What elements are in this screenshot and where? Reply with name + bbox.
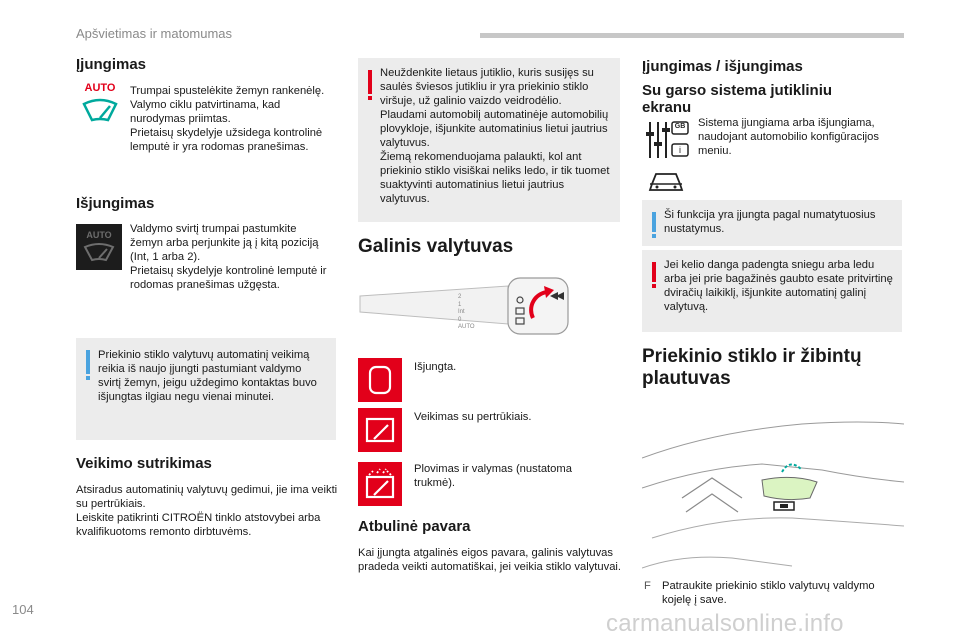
su-garso-title: Su garso sistema jutikliniu ekranu (642, 82, 833, 116)
isjungimas-title: Išjungimas (76, 195, 155, 212)
info-marker (652, 212, 656, 232)
info-note-left-text: Priekinio stiklo valytuvų automatinį veikimą reikia iš naujo įjungti pastumiant valdymo svirtį žemyn, jeigu uždegimo kontaktas buvo išjungtas ilgiau negu vienai minutei. (98, 349, 317, 403)
rear-wiper-intermittent-icon (358, 408, 402, 452)
running-header: Apšvietimas ir matomumas (76, 26, 233, 41)
bullet-text: Patraukite priekinio stiklo valytuvų valdymo kojelę į save. (662, 580, 875, 606)
rear-wash-icon (358, 462, 402, 506)
galinis-title: Galinis valytuvas (358, 236, 514, 257)
car-front-illustration (642, 398, 904, 572)
gb-label: GB (674, 123, 686, 130)
isjungimas-text: Valdymo svirtį trumpai pastumkite žemyn arba perjunkite ją į kitą poziciją (Int, 1 arba 2). Prietaisų skydelyje kontrolinė lemputė ir rodomas pranešimas užgęsta. (130, 223, 327, 291)
rear-wiper-off-icon (358, 358, 402, 402)
rear-wiper-stalk-illustration (358, 272, 570, 342)
atbuline-title: Atbulinė pavara (358, 518, 471, 535)
warning-note-right-text: Jei kelio danga padengta sniegu arba ledu arba jei prie bagažinės gaubto esate pritvirtinę dviračių laikiklį, išjunkite automatinį galinį valytuvą. (664, 259, 893, 313)
stalk-mark: AUTO (458, 324, 475, 330)
auto-wiper-icon (80, 82, 120, 128)
svg-text:i: i (679, 145, 681, 155)
stalk-mark: 1 (458, 301, 462, 308)
rear-wiper-icon (364, 415, 396, 445)
priekinio-title: Priekinio stiklo ir žibintų plautuvas (642, 346, 862, 389)
warning-note-right (642, 250, 902, 332)
stalk-mark: Int (458, 309, 465, 315)
ijungimas-text: Trumpai spustelėkite žemyn rankenėlę. Valymo ciklu patvirtinama, kad nurodymas priimtas. Prietaisų skydelyje užsidega kontrolinė lemputė ir yra rodomas pranešimas. (130, 85, 325, 153)
info-note-right-text: Ši funkcija yra įjungta pagal numatytuosius nustatymus. (664, 209, 876, 235)
windscreen-wiper-icon (80, 94, 120, 126)
info-marker (86, 350, 90, 374)
rear-window-icon (366, 364, 394, 396)
auto-label: AUTO (84, 82, 116, 94)
row-text-0: Išjungta. (414, 361, 457, 373)
warning-marker (652, 262, 656, 282)
row-text-1: Veikimas su pertrūkiais. (414, 411, 532, 423)
stalk-mark: 2 (458, 294, 462, 300)
auto-off-icon (76, 224, 122, 270)
info-note-right (642, 200, 902, 246)
warning-marker (368, 70, 372, 94)
ijungimas-title: Įjungimas (76, 56, 147, 73)
veikimo-title: Veikimo sutrikimas (76, 455, 212, 472)
bullet-arrow-icon: F (644, 580, 651, 592)
rear-washer-icon (363, 467, 397, 501)
page-number: 104 (12, 602, 34, 617)
warning-note-middle (358, 58, 620, 222)
header-rule (480, 33, 904, 38)
warning-note-middle-text: Neuždenkite lietaus jutiklio, kuris susijęs su saulės šviesos jutikliu ir yra priekinio stiklo viršuje, už galinio vaizdo veidrodėlio. Plaudami automobilį automatinėje automobilių plovykloje, išjunkite automatinius lietui jautrius valytuvus. Žiemą rekomenduojama palaukti, kol ant priekinio stiklo visiškai neliks ledo, ir tik tuomet suaktyvinti automatinius lietui jautrius valytuvus. (380, 67, 610, 205)
veikimo-text: Atsiradus automatinių valytuvų gedimui, jie ima veikti su pertrūkiais. Leiskite patikrinti CITROËN tinklo atstovybei arba kvalifikuotoms remonto dirbtuvėms. (76, 484, 338, 538)
car-icon (646, 170, 686, 199)
atbuline-text: Kai įjungta atgalinės eigos pavara, galinis valytuvas pradeda veikti automatiškai, jei veikia stiklo valytuvai. (358, 547, 622, 573)
auto-off-label: AUTO (86, 230, 112, 240)
stalk-mark: 0 (458, 316, 462, 323)
watermark: carmanualsonline.info (606, 610, 844, 637)
headlamp-washer-drawing (642, 398, 904, 572)
windscreen-wiper-off-icon (82, 240, 116, 264)
ijung-isjung-title: Įjungimas / išjungimas (642, 58, 803, 75)
touchscreen-settings-icon (644, 118, 690, 162)
su-garso-text: Sistema įjungiama arba išjungiama, naudojant automobilio konfigūracijos meniu. (698, 117, 879, 157)
stalk-positions (458, 294, 475, 332)
vehicle-icon (646, 170, 686, 194)
info-note-left (76, 338, 336, 440)
row-text-2: Plovimas ir valymas (nustatoma trukmė). (414, 463, 572, 489)
